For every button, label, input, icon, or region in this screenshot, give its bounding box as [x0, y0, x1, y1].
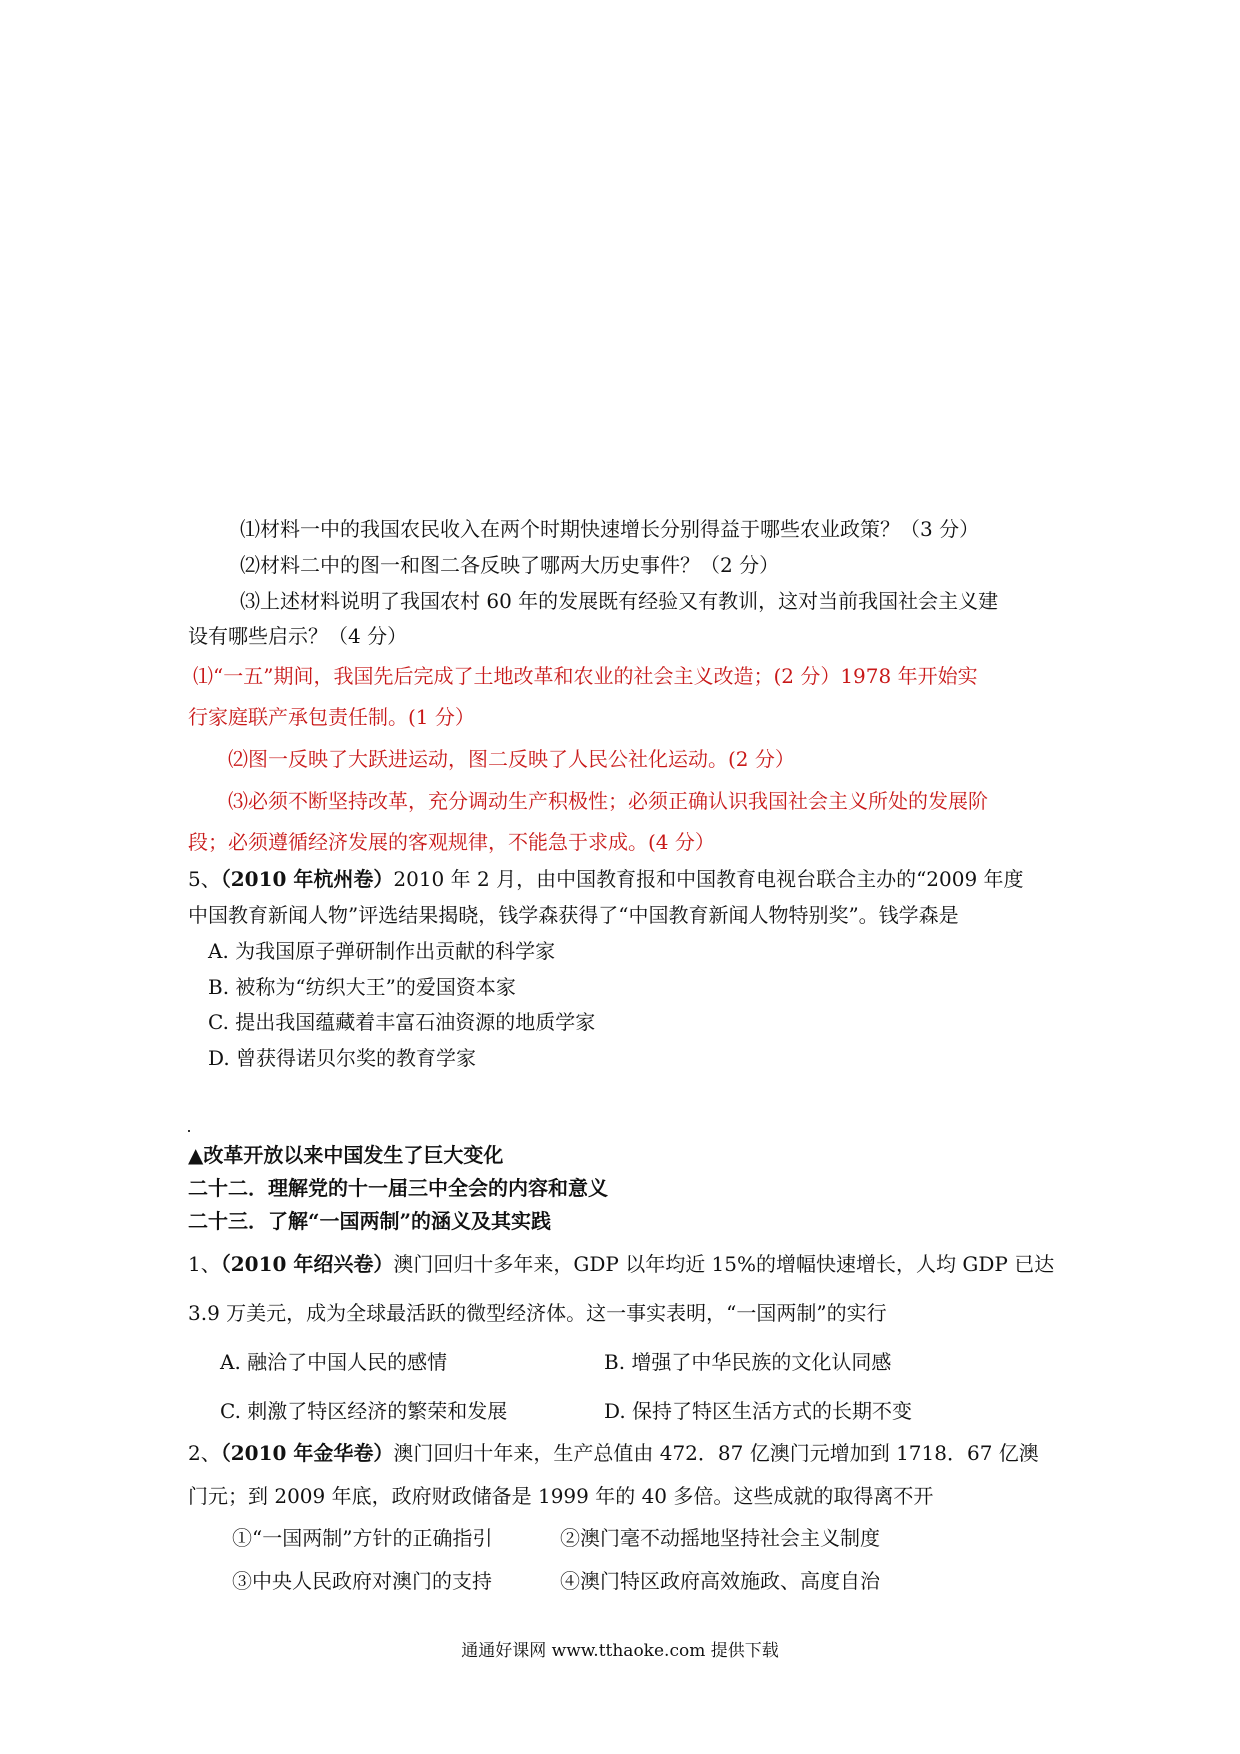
answer-1-line1: ⑴“一五”期间，我国先后完成了土地改革和农业的社会主义改造；(2 分）1978 年开始实	[193, 664, 978, 688]
q5-line1	[188, 865, 1024, 893]
q5-line2: 中国教育新闻人物”评选结果揭晓，钱学森获得了“中国教育新闻人物特别奖”。钱学森是	[188, 903, 959, 927]
q5-option-b: B. 被称为“纺织大王”的爱国资本家	[208, 975, 516, 999]
q2-option-2: ②澳门毫不动摇地坚持社会主义制度	[560, 1526, 880, 1550]
heading-reform: ▲改革开放以来中国发生了巨大变化	[188, 1143, 504, 1167]
q2-text1: 澳门回归十年来，生产总值由 472．87 亿澳门元增加到 1718．67 亿澳	[393, 1441, 1039, 1465]
q2-option-1: ①“一国两制”方针的正确指引	[232, 1526, 493, 1550]
heading-22: 二十二．理解党的十一届三中全会的内容和意义	[188, 1176, 608, 1200]
q2-number: 2、	[188, 1441, 221, 1465]
q1-option-c: C. 刺激了特区经济的繁荣和发展	[220, 1399, 508, 1423]
answer-3-line1: ⑶必须不断坚持改革，充分调动生产积极性；必须正确认识我国社会主义所处的发展阶	[228, 789, 988, 813]
page-footer: 通通好课网 www.tthaoke.com 提供下载	[461, 1641, 779, 1661]
stray-mark	[188, 1130, 190, 1132]
q1-source: （2010 年绍兴卷）	[220, 1252, 394, 1276]
q2-source: （2010 年金华卷）	[220, 1441, 394, 1465]
heading-23: 二十三．了解“一国两制”的涵义及其实践	[188, 1209, 552, 1233]
q5-option-a: A. 为我国原子弹研制作出贡献的科学家	[208, 939, 556, 963]
q1-line1	[188, 1250, 1054, 1278]
q5-text1: 2010 年 2 月，由中国教育报和中国教育电视台联合主办的“2009 年度	[393, 867, 1024, 891]
question-3-line2: 设有哪些启示？（4 分）	[188, 624, 408, 648]
q1-line2: 3.9 万美元，成为全球最活跃的微型经济体。这一事实表明，“一国两制”的实行	[188, 1301, 887, 1325]
q2-option-4: ④澳门特区政府高效施政、高度自治	[560, 1569, 880, 1593]
answer-2: ⑵图一反映了大跃进运动，图二反映了人民公社化运动。(2 分）	[228, 747, 795, 771]
q5-option-c: C. 提出我国蕴藏着丰富石油资源的地质学家	[208, 1010, 596, 1034]
question-2: ⑵材料二中的图一和图二各反映了哪两大历史事件？（2 分）	[240, 553, 780, 577]
q1-option-d: D. 保持了特区生活方式的长期不变	[604, 1399, 913, 1423]
q5-number: 5、	[188, 867, 221, 891]
q2-option-3: ③中央人民政府对澳门的支持	[232, 1569, 492, 1593]
q1-option-a: A. 融洽了中国人民的感情	[220, 1350, 448, 1374]
question-3-line1: ⑶上述材料说明了我国农村 60 年的发展既有经验又有教训，这对当前我国社会主义建	[240, 589, 999, 613]
q1-option-b: B. 增强了中华民族的文化认同感	[604, 1350, 892, 1374]
q5-option-d: D. 曾获得诺贝尔奖的教育学家	[208, 1046, 477, 1070]
q2-line2: 门元；到 2009 年底，政府财政储备是 1999 年的 40 多倍。这些成就的取得离不开	[188, 1484, 934, 1508]
answer-1-line2: 行家庭联产承包责任制。(1 分）	[188, 705, 475, 729]
q5-source: （2010 年杭州卷）	[220, 867, 394, 891]
q1-number: 1、	[188, 1252, 221, 1276]
q1-text1: 澳门回归十多年来，GDP 以年均近 15%的增幅快速增长，人均 GDP 已达	[393, 1252, 1055, 1276]
question-1: ⑴材料一中的我国农民收入在两个时期快速增长分别得益于哪些农业政策？（3 分）	[240, 517, 980, 541]
answer-3-line2: 段；必须遵循经济发展的客观规律，不能急于求成。(4 分）	[188, 830, 715, 854]
q2-line1	[188, 1439, 1039, 1467]
